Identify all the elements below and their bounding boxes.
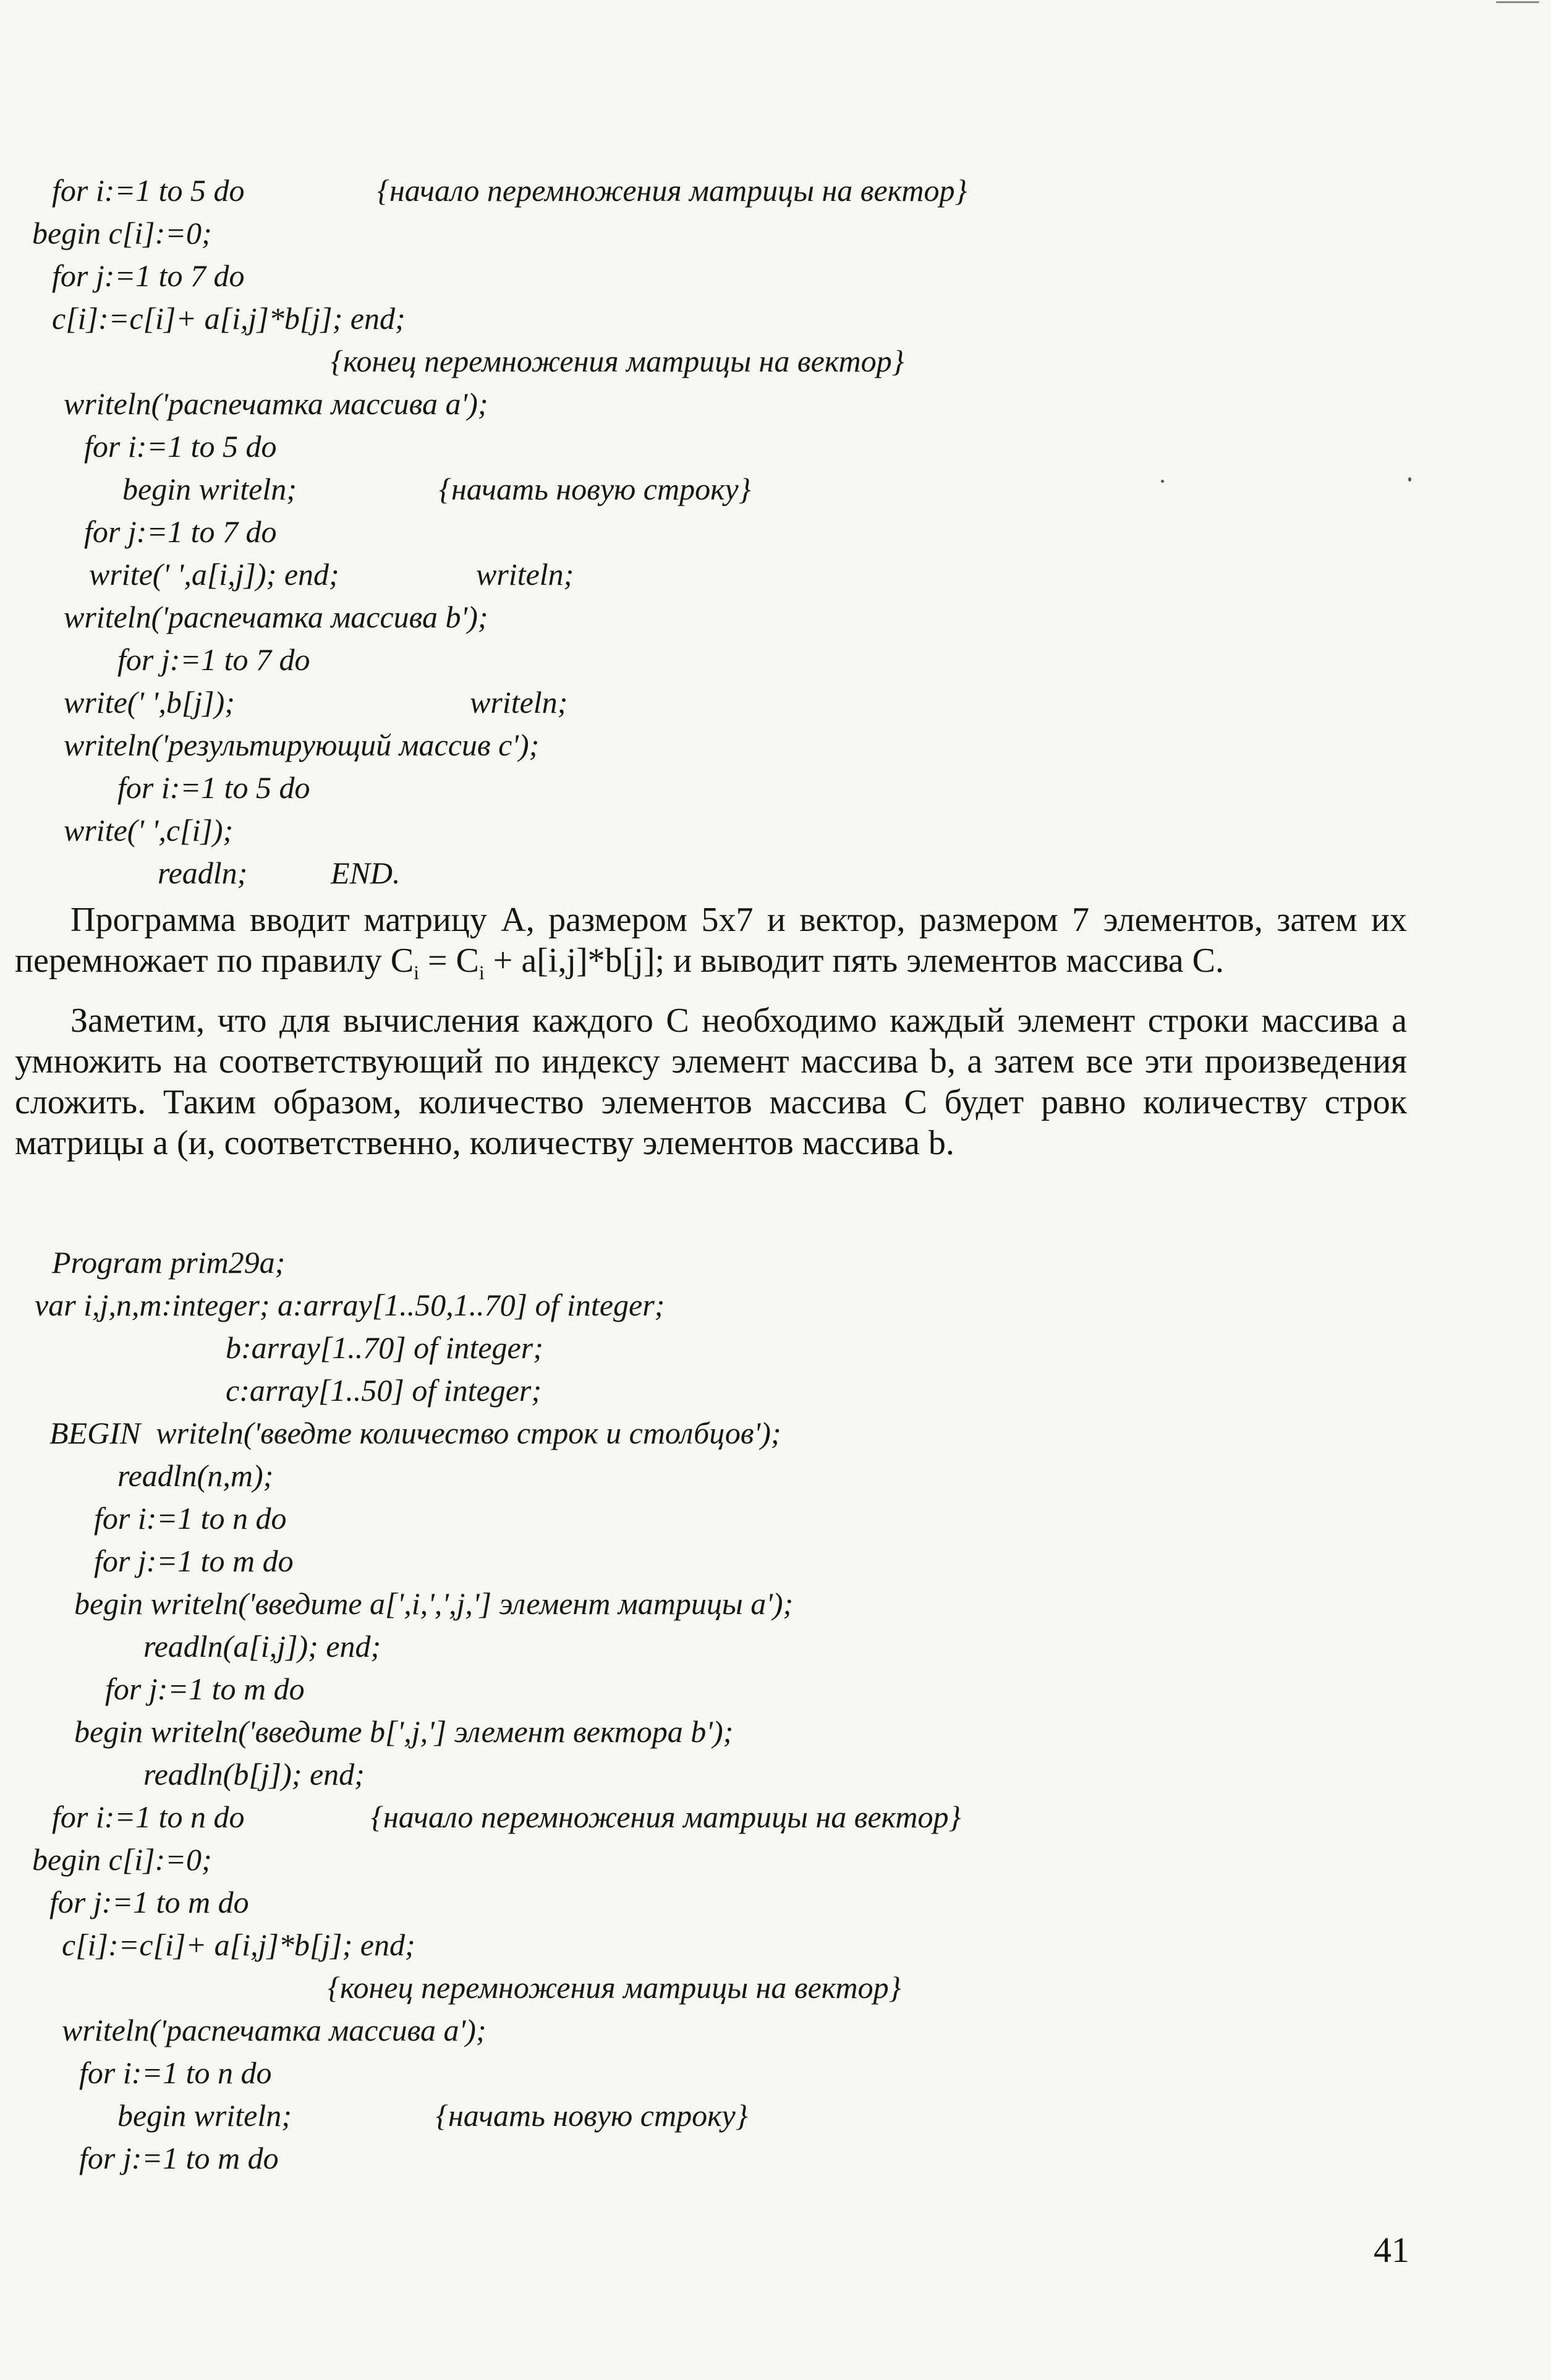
- subscript: i: [414, 961, 419, 984]
- code-line: c[i]:=c[i]+ a[i,j]*b[j]; end;: [62, 1927, 415, 1962]
- subscript: i: [478, 961, 485, 984]
- code-line: writeln('распечатка массива b');: [64, 600, 488, 634]
- code-line: for i:=1 to 5 do: [84, 429, 277, 464]
- code-line: begin writeln;: [122, 472, 297, 506]
- code-line: for i:=1 to 5 do: [117, 770, 310, 805]
- code-line: readln(b[j]); end;: [143, 1757, 365, 1791]
- body-text: [15, 899, 1407, 1163]
- code-line: END.: [331, 856, 401, 890]
- code-line: for i:=1 to n do: [94, 1501, 287, 1536]
- paragraph-description: [15, 899, 1407, 993]
- code-line: readln;: [158, 856, 248, 890]
- code-line: for i:=1 to 5 do: [52, 173, 245, 208]
- code-line: readln(a[i,j]); end;: [143, 1629, 381, 1664]
- code-line: writeln;: [476, 557, 574, 592]
- code-line: begin writeln('введите a[',i,',',j,'] элемент матрицы a');: [74, 1586, 794, 1621]
- paragraph-text: Программа вводит матрицу А, размером 5х7 и вектор, размером 7 элементов, затем их перемножает по правилу C: [15, 901, 1407, 980]
- scan-speck: [1408, 477, 1411, 482]
- code-line: BEGIN writeln('введте количество строк и столбцов');: [49, 1416, 781, 1450]
- code-comment: {начать новую строку}: [439, 472, 751, 506]
- page-number: 41: [1374, 2230, 1409, 2270]
- code-line: for i:=1 to n do: [79, 2055, 272, 2090]
- code-line: Program prim29a;: [52, 1245, 286, 1280]
- code-line: writeln;: [470, 685, 568, 720]
- code-comment: {конец перемножения матрицы на вектор}: [331, 344, 904, 378]
- code-line: writeln('распечатка массива a');: [62, 2013, 487, 2047]
- scan-edge-mark: [1496, 1, 1539, 3]
- paragraph-text: + a[i,j]*b[j]; и выводит пять элементов массива С.: [484, 941, 1224, 980]
- code-line: c:array[1..50] of integer;: [226, 1373, 542, 1408]
- code-line: for j:=1 to m do: [49, 1885, 249, 1919]
- code-line: write(' ',a[i,j]); end;: [89, 557, 339, 592]
- code-line: write(' ',c[i]);: [64, 813, 234, 848]
- code-line: for j:=1 to m do: [79, 2141, 279, 2175]
- code-comment: {начать новую строку}: [436, 2098, 748, 2133]
- code-line: for i:=1 to n do: [52, 1800, 245, 1834]
- paragraph-text: = C: [419, 941, 479, 980]
- code-line: readln(n,m);: [117, 1458, 274, 1493]
- code-line: begin c[i]:=0;: [32, 1842, 212, 1877]
- code-line: begin writeln('введите b[',j,'] элемент вектора b');: [74, 1714, 734, 1749]
- code-line: begin writeln;: [117, 2098, 292, 2133]
- code-comment: {начало перемножения матрицы на вектор}: [371, 1800, 961, 1834]
- code-line: begin c[i]:=0;: [32, 216, 212, 250]
- code-line: for j:=1 to m do: [105, 1672, 305, 1706]
- code-line: write(' ',b[j]);: [64, 685, 235, 720]
- code-comment: {конец перемножения матрицы на вектор}: [328, 1970, 901, 2005]
- paragraph-explanation: Заметим, что для вычисления каждого С необходимо каждый элемент строки массива а умножить на соответствующий по индексу элемент массива b, а затем все эти произведения сложить. Таким образом, количество элементов массива С будет равно количеству строк матрицы а (и, соответственно, количеству элементов массива b.: [15, 1001, 1407, 1163]
- code-line: for j:=1 to 7 do: [117, 642, 310, 677]
- code-line: for j:=1 to 7 do: [52, 258, 245, 293]
- code-line: b:array[1..70] of integer;: [226, 1330, 543, 1365]
- code-line: writeln('распечатка массива a');: [64, 386, 488, 421]
- code-comment: {начало перемножения матрицы на вектор}: [377, 173, 967, 208]
- scan-speck: [1161, 480, 1164, 483]
- code-line: for j:=1 to 7 do: [84, 514, 277, 549]
- code-line: c[i]:=c[i]+ a[i,j]*b[j]; end;: [52, 301, 406, 336]
- code-line: for j:=1 to m do: [94, 1544, 294, 1578]
- code-line: var i,j,n,m:integer; a:array[1..50,1..70] of integer;: [35, 1288, 665, 1322]
- code-line: writeln('результирующий массив c');: [64, 728, 540, 762]
